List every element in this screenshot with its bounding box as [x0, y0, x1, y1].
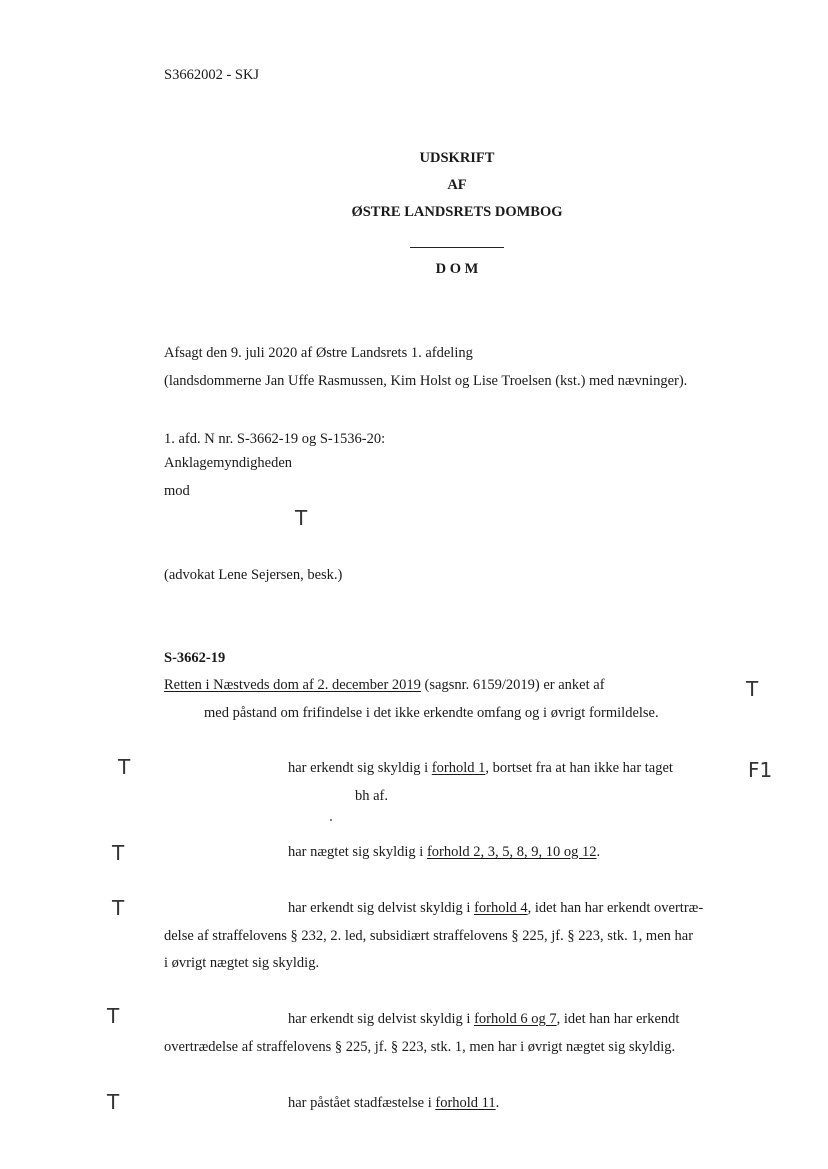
- count1-text-b: , bortset fra at han ikke har taget: [485, 760, 673, 776]
- paragraph-count4-line-3: i øvrigt nægtet sig skyldig.: [164, 955, 320, 971]
- handwritten-mark-1: T: [746, 677, 759, 701]
- intro-line-2: (landsdommerne Jan Uffe Rasmussen, Kim Holst og Lise Troelsen (kst.) med nævninger).: [164, 373, 688, 389]
- case-numbers: 1. afd. N nr. S-3662-19 og S-1536-20:: [164, 431, 386, 447]
- paragraph-count1-line-2: bh af.: [355, 788, 389, 804]
- handwritten-mark-4: T: [112, 841, 125, 865]
- against-label: mod: [164, 483, 190, 499]
- count6-7-text-a: har erkendt sig delvist skyldig i: [288, 1011, 475, 1027]
- appeal-text: (sagsnr. 6159/2019) er anket af: [420, 677, 605, 693]
- denied-text-b: .: [596, 844, 601, 860]
- title-udskrift: UDSKRIFT: [419, 150, 495, 166]
- paragraph-counts-denied: [288, 845, 600, 860]
- prosecution-party: Anklagemyndigheden: [164, 455, 293, 471]
- count11-text-b: .: [495, 1095, 500, 1111]
- defense-counsel: (advokat Lene Sejersen, besk.): [164, 567, 343, 583]
- count1-text-a: har erkendt sig skyldig i: [288, 760, 432, 776]
- title-af: AF: [447, 177, 467, 193]
- paragraph-count4-line-2: delse af straffelovens § 232, 2. led, subsidiært straffelovens § 225, jf. § 223, stk. 1, men har: [164, 928, 694, 944]
- paragraph-count4-line-1: [288, 901, 703, 916]
- handwritten-mark-7: T: [107, 1090, 120, 1114]
- count11-text-a: har påstået stadfæstelse i: [288, 1095, 436, 1111]
- paragraph-count11: [288, 1096, 499, 1111]
- count6-7-link[interactable]: forhold 6 og 7: [474, 1011, 557, 1027]
- count4-text-b: , idet han har erkendt overtræ-: [527, 900, 704, 916]
- count11-link[interactable]: forhold 11: [435, 1095, 496, 1111]
- handwritten-mark-2: T: [118, 755, 131, 779]
- count4-text-a: har erkendt sig delvist skyldig i: [288, 900, 475, 916]
- title-dom: D O M: [435, 261, 479, 277]
- count1-link[interactable]: forhold 1: [431, 760, 486, 776]
- handwritten-mark-3: F1: [748, 758, 773, 782]
- handwritten-mark-5: T: [112, 896, 125, 920]
- case-reference: S3662002 - SKJ: [164, 67, 260, 83]
- title-divider: [410, 247, 504, 248]
- paragraph-appeal-line-1: [164, 678, 605, 693]
- denied-text-a: har nægtet sig skyldig i: [288, 844, 427, 860]
- section-heading: S-3662-19: [164, 650, 226, 666]
- paragraph-appeal-line-2: med påstand om frifindelse i det ikke erkendte omfang og i øvrigt formildelse.: [204, 705, 659, 721]
- judgment-reference-link[interactable]: Retten i Næstveds dom af 2. december 2019: [164, 677, 421, 693]
- count6-7-text-b: , idet han har erkendt: [556, 1011, 680, 1027]
- title-court: ØSTRE LANDSRETS DOMBOG: [351, 204, 563, 220]
- speck: [330, 819, 332, 821]
- intro-line-1: Afsagt den 9. juli 2020 af Østre Landsrets 1. afdeling: [164, 345, 473, 361]
- paragraph-count6-7-line-1: [288, 1012, 679, 1027]
- denied-counts-link[interactable]: forhold 2, 3, 5, 8, 9, 10 og 12: [426, 844, 597, 860]
- count4-link[interactable]: forhold 4: [474, 900, 528, 916]
- handwritten-mark-6: T: [107, 1004, 120, 1028]
- paragraph-count1-line-1: [288, 761, 673, 776]
- paragraph-count6-7-line-2: overtrædelse af straffelovens § 225, jf. § 223, stk. 1, men har i øvrigt nægtet sig skyldig.: [164, 1039, 676, 1055]
- defendant-mark: T: [295, 506, 308, 530]
